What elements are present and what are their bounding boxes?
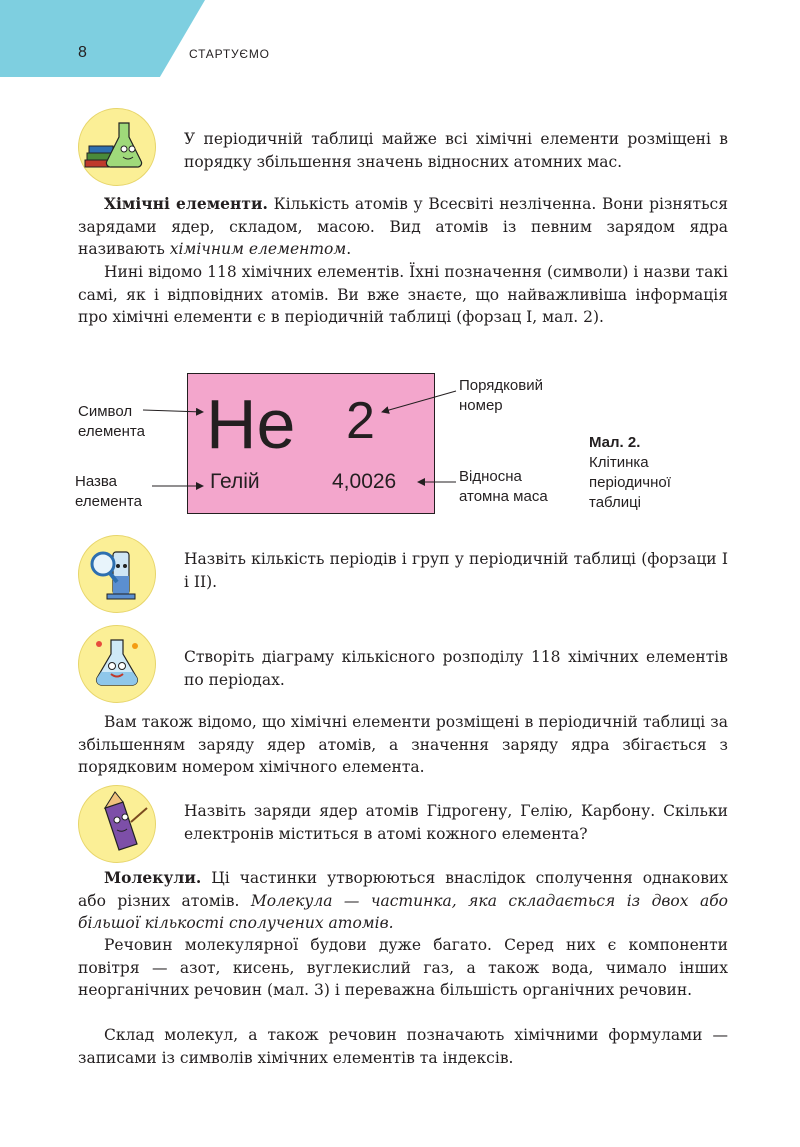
page-number: 8 bbox=[78, 44, 87, 61]
task-diagram: Створіть діаграму кількісного розподілу 118 хімічних елементів по періодах. bbox=[184, 648, 728, 689]
section-title: СТАРТУЄМО bbox=[189, 47, 270, 61]
cell-element-name: Гелій bbox=[210, 470, 260, 493]
chem-elements-text: Кількість атомів у Всесвіті незліченна. Вони різняться зарядами ядер, складом, масою. Вид атомів із певним зарядом ядра називають bbox=[78, 195, 729, 259]
figure-caption bbox=[589, 433, 719, 513]
magnifier-flask-icon bbox=[78, 535, 156, 613]
chem-elements-term: Хімічні елементи. bbox=[104, 194, 268, 213]
caption-line2: періодичної bbox=[589, 474, 671, 491]
molecular-substances-paragraph: Речовин молекулярної будови дуже багато. Серед них є компоненти повітря — азот, кисень, вуглекислий газ, а також вода, чимало інших неорганічних речовин (мал. 3) і переважна більшість органічних речовин. bbox=[78, 936, 728, 1000]
arrow-symbol bbox=[143, 410, 203, 412]
label-number-line1: Порядковий bbox=[459, 377, 543, 394]
task-periods-groups: Назвіть кількість періодів і груп у періодичній таблиці (форзаци І і ІІ). bbox=[184, 550, 728, 591]
label-number-line2: номер bbox=[459, 397, 503, 414]
intro-note: У періодичній таблиці майже всі хімічні елементи розміщені в порядку збільшення значень відносних атомних мас. bbox=[184, 130, 728, 171]
chem-elements-end: . bbox=[346, 240, 352, 259]
charge-paragraph: Вам також відомо, що хімічні елементи розміщені в періодичній таблиці за збільшенням заряду ядер атомів, а значення заряду ядра збігається з порядковим номером хімічного елемента. bbox=[78, 713, 728, 777]
task-nuclear-charges: Назвіть заряди ядер атомів Гідрогену, Гелію, Карбону. Скільки електронів міститься в атомі кожного елемента? bbox=[184, 802, 728, 843]
known-elements-paragraph: Нині відомо 118 хімічних елементів. Їхні позначення (символи) і назви такі самі, як і відповідних атомів. Ви вже знаєте, що найважливіша інформація про хімічні елементи є в періодичній таблиці (форзац І, мал. 2). bbox=[78, 263, 728, 327]
arrow-atomic-number bbox=[382, 391, 456, 412]
label-symbol-line2: елемента bbox=[78, 423, 145, 440]
cell-atomic-number: 2 bbox=[346, 392, 375, 450]
molecules-text: Ці частинки утворюються внаслідок сполучення однакових або різних атомів. bbox=[78, 869, 728, 910]
label-mass-line2: атомна маса bbox=[459, 488, 548, 505]
molecules-term: Молекули. bbox=[104, 868, 202, 887]
pencil-pointer-icon bbox=[78, 785, 156, 863]
molecule-definition: Молекула — частинка, яка складається із двох або більшої кількості сполучених атомів. bbox=[78, 891, 728, 933]
label-symbol-line1: Символ bbox=[78, 403, 133, 420]
chem-element-definition: хімічним елементом bbox=[169, 240, 347, 259]
molecules-paragraph bbox=[78, 867, 728, 935]
cell-atomic-mass: 4,0026 bbox=[332, 470, 397, 493]
label-mass-line1: Відносна bbox=[459, 468, 522, 485]
caption-line1: Клітинка bbox=[589, 454, 649, 471]
label-name-line1: Назва bbox=[75, 473, 118, 490]
happy-flask-icon bbox=[78, 625, 156, 703]
cell-symbol: He bbox=[206, 385, 296, 463]
formulas-paragraph: Склад молекул, а також речовин позначають хімічними формулами — записами із символів хімічних елементів та індексів. bbox=[78, 1026, 728, 1067]
label-name-line2: елемента bbox=[75, 493, 142, 510]
figure-number: Мал. 2. bbox=[589, 434, 641, 451]
caption-line3: таблиці bbox=[589, 494, 642, 511]
